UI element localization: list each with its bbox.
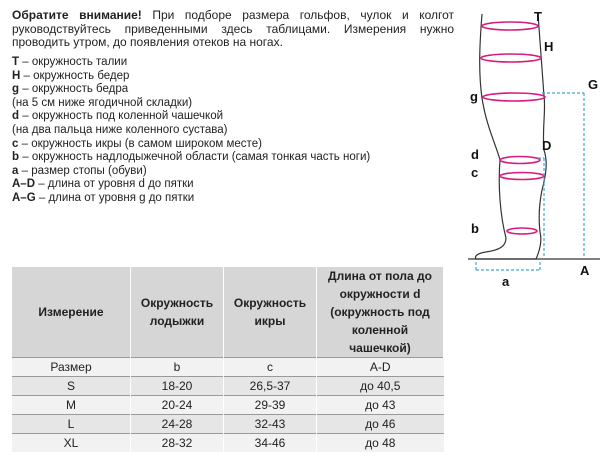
label-c: c <box>471 165 479 180</box>
legend-item: g – окружность бедра <box>12 83 129 96</box>
length-guides <box>476 93 584 270</box>
header-calf: Окружность икры <box>224 267 317 358</box>
measurement-legend <box>12 56 472 206</box>
ring-b <box>507 228 537 234</box>
label-G: G <box>588 77 599 92</box>
leg-outline <box>475 14 546 259</box>
cell: до 48 <box>317 434 444 453</box>
table-row <box>12 396 444 415</box>
legend-item: d – окружность под коленной чашечкой <box>12 110 224 123</box>
legend-item: A–G – длина от уровня g до пятки <box>12 191 195 204</box>
label-A: A <box>580 263 590 278</box>
table-row <box>12 377 444 396</box>
label-g: g <box>470 89 478 104</box>
label-b: b <box>471 221 479 236</box>
cell: до 40,5 <box>317 377 444 396</box>
cell: до 43 <box>317 396 444 415</box>
legend-item: H – окружность бедер <box>12 69 130 82</box>
label-D: D <box>542 138 552 153</box>
cell: A-D <box>317 358 444 377</box>
legend-item: T – окружность талии <box>12 56 128 68</box>
label-T: T <box>534 9 542 24</box>
leg-measurement-diagram <box>460 0 612 300</box>
cell: 24-28 <box>131 415 224 434</box>
cell: 32-43 <box>224 415 317 434</box>
legend-item: (на 5 см ниже ягодичной складки) <box>12 96 193 109</box>
header-measurement: Измерение <box>12 267 131 358</box>
legend-item: a – размер стопы (обуви) <box>12 164 147 177</box>
cell: XL <box>12 434 131 453</box>
circumference-rings <box>481 22 545 234</box>
label-a: a <box>502 274 510 289</box>
legend-item: (на два пальца ниже коленного сустава) <box>12 123 228 136</box>
legend-item: c – окружность икры (в самом широком месте) <box>12 137 262 150</box>
table-row <box>12 415 444 434</box>
legend-item: b – окружность надлодыжечной области (самая тонкая часть ноги) <box>12 151 371 164</box>
header-ankle: Окружность лодыжки <box>131 267 224 358</box>
cell: 26,5-37 <box>224 377 317 396</box>
legend-item: A–D – длина от уровня d до пятки <box>12 178 194 191</box>
size-table <box>12 267 444 452</box>
cell: 29-39 <box>224 396 317 415</box>
cell: c <box>224 358 317 377</box>
table-row <box>12 434 444 453</box>
ring-H <box>481 54 541 62</box>
cell: 34-46 <box>224 434 317 453</box>
table-row <box>12 358 444 377</box>
cell: M <box>12 396 131 415</box>
cell: 20-24 <box>131 396 224 415</box>
cell: b <box>131 358 224 377</box>
label-d: d <box>471 147 479 162</box>
cell: 28-32 <box>131 434 224 453</box>
cell: Размер <box>12 358 131 377</box>
cell: до 46 <box>317 415 444 434</box>
ring-d <box>500 157 540 164</box>
intro-attention: Обратите внимание! <box>12 8 142 22</box>
ring-c <box>500 173 544 180</box>
ring-g <box>483 93 545 101</box>
table-header-row <box>12 267 444 358</box>
header-length: Длина от пола до окружности d (окружность под коленной чашечкой) <box>317 267 444 358</box>
ring-T <box>482 22 538 30</box>
label-H: H <box>544 39 554 54</box>
intro-text: При подборе размера гольфов, чулок и колгот руководствуйтесь приведенными здесь таблицами. Измерения нужно проводить утром, до появления отеков на ногах. <box>12 8 455 49</box>
cell: L <box>12 415 131 434</box>
intro-paragraph <box>12 9 454 50</box>
cell: S <box>12 377 131 396</box>
cell: 18-20 <box>131 377 224 396</box>
